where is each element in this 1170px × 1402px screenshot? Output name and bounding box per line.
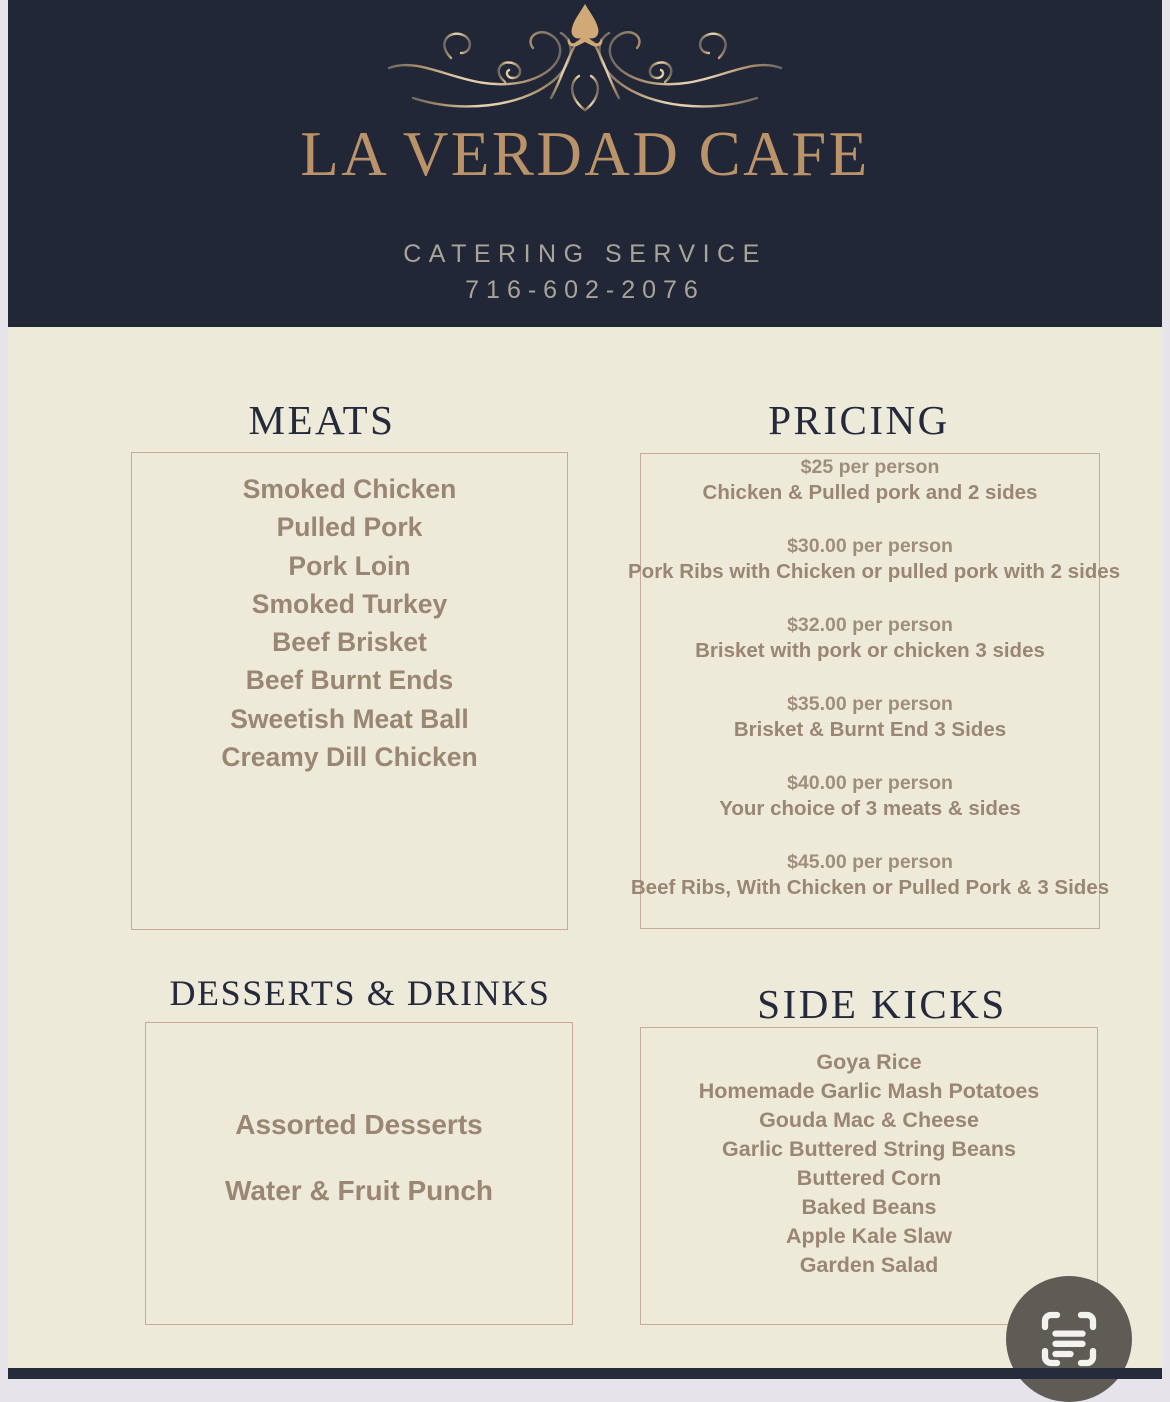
list-item: Sweetish Meat Ball xyxy=(230,703,469,734)
list-item: Homemade Garlic Mash Potatoes xyxy=(698,1079,1040,1103)
brand-title: LA VERDAD CAFE xyxy=(300,119,870,189)
price-tier xyxy=(628,612,1112,664)
section-heading-side-kicks: SIDE KICKS xyxy=(757,981,1007,1027)
list-item: Smoked Chicken xyxy=(242,474,457,504)
price-amount: $32.00 per person xyxy=(787,614,953,636)
price-description: Pork Ribs with Chicken or pulled pork with 2 sides xyxy=(628,560,1121,583)
bottom-bar xyxy=(8,1368,1162,1379)
price-amount: $25 per person xyxy=(800,456,940,478)
catering-service-label: CATERING SERVICE xyxy=(403,240,767,268)
list-item: Water & Fruit Punch xyxy=(224,1175,494,1206)
meats-list xyxy=(131,470,568,776)
list-item: Goya Rice xyxy=(816,1050,922,1074)
price-description: Your choice of 3 meats & sides xyxy=(719,797,1021,820)
menu-page xyxy=(8,0,1162,1379)
list-item: Beef Brisket xyxy=(272,627,427,658)
list-item: Smoked Turkey xyxy=(251,588,448,619)
desserts-drinks-list xyxy=(145,1092,573,1224)
price-description: Beef Ribs, With Chicken or Pulled Pork & 3 Sides xyxy=(630,876,1110,899)
price-amount: $30.00 per person xyxy=(787,535,953,557)
section-heading-desserts-drinks: DESSERTS & DRINKS xyxy=(169,973,551,1013)
price-amount: $45.00 per person xyxy=(787,851,953,873)
price-tier xyxy=(628,454,1112,506)
price-amount: $40.00 per person xyxy=(787,772,953,794)
section-heading-pricing: PRICING xyxy=(768,397,950,443)
ornate-flourish-icon xyxy=(355,2,815,114)
menu-header xyxy=(8,0,1162,327)
list-item: Creamy Dill Chicken xyxy=(221,742,478,773)
list-item: Beef Burnt Ends xyxy=(245,665,454,696)
price-tier xyxy=(628,849,1112,901)
list-item: Apple Kale Slaw xyxy=(785,1224,953,1248)
list-item: Garlic Buttered String Beans xyxy=(722,1137,1016,1161)
scan-text-icon xyxy=(1033,1303,1105,1375)
scan-text-button[interactable] xyxy=(1006,1276,1132,1402)
section-heading-meats: MEATS xyxy=(248,397,396,443)
list-item: Pork Loin xyxy=(288,550,411,581)
list-item: Baked Beans xyxy=(801,1195,937,1219)
list-item: Buttered Corn xyxy=(796,1166,942,1190)
side-kicks-list xyxy=(640,1048,1098,1280)
price-tier xyxy=(628,770,1112,822)
price-description: Brisket & Burnt End 3 Sides xyxy=(733,718,1007,741)
price-description: Brisket with pork or chicken 3 sides xyxy=(695,639,1045,662)
list-item: Assorted Desserts xyxy=(235,1109,483,1140)
list-item: Garden Salad xyxy=(799,1253,939,1277)
pricing-list xyxy=(628,454,1121,901)
price-tier xyxy=(628,691,1112,743)
phone-number: 716-602-2076 xyxy=(465,276,705,304)
list-item: Pulled Pork xyxy=(276,512,423,543)
price-amount: $35.00 per person xyxy=(787,693,953,715)
price-description: Chicken & Pulled pork and 2 sides xyxy=(702,481,1038,504)
price-tier xyxy=(628,533,1121,585)
list-item: Gouda Mac & Cheese xyxy=(759,1108,979,1132)
